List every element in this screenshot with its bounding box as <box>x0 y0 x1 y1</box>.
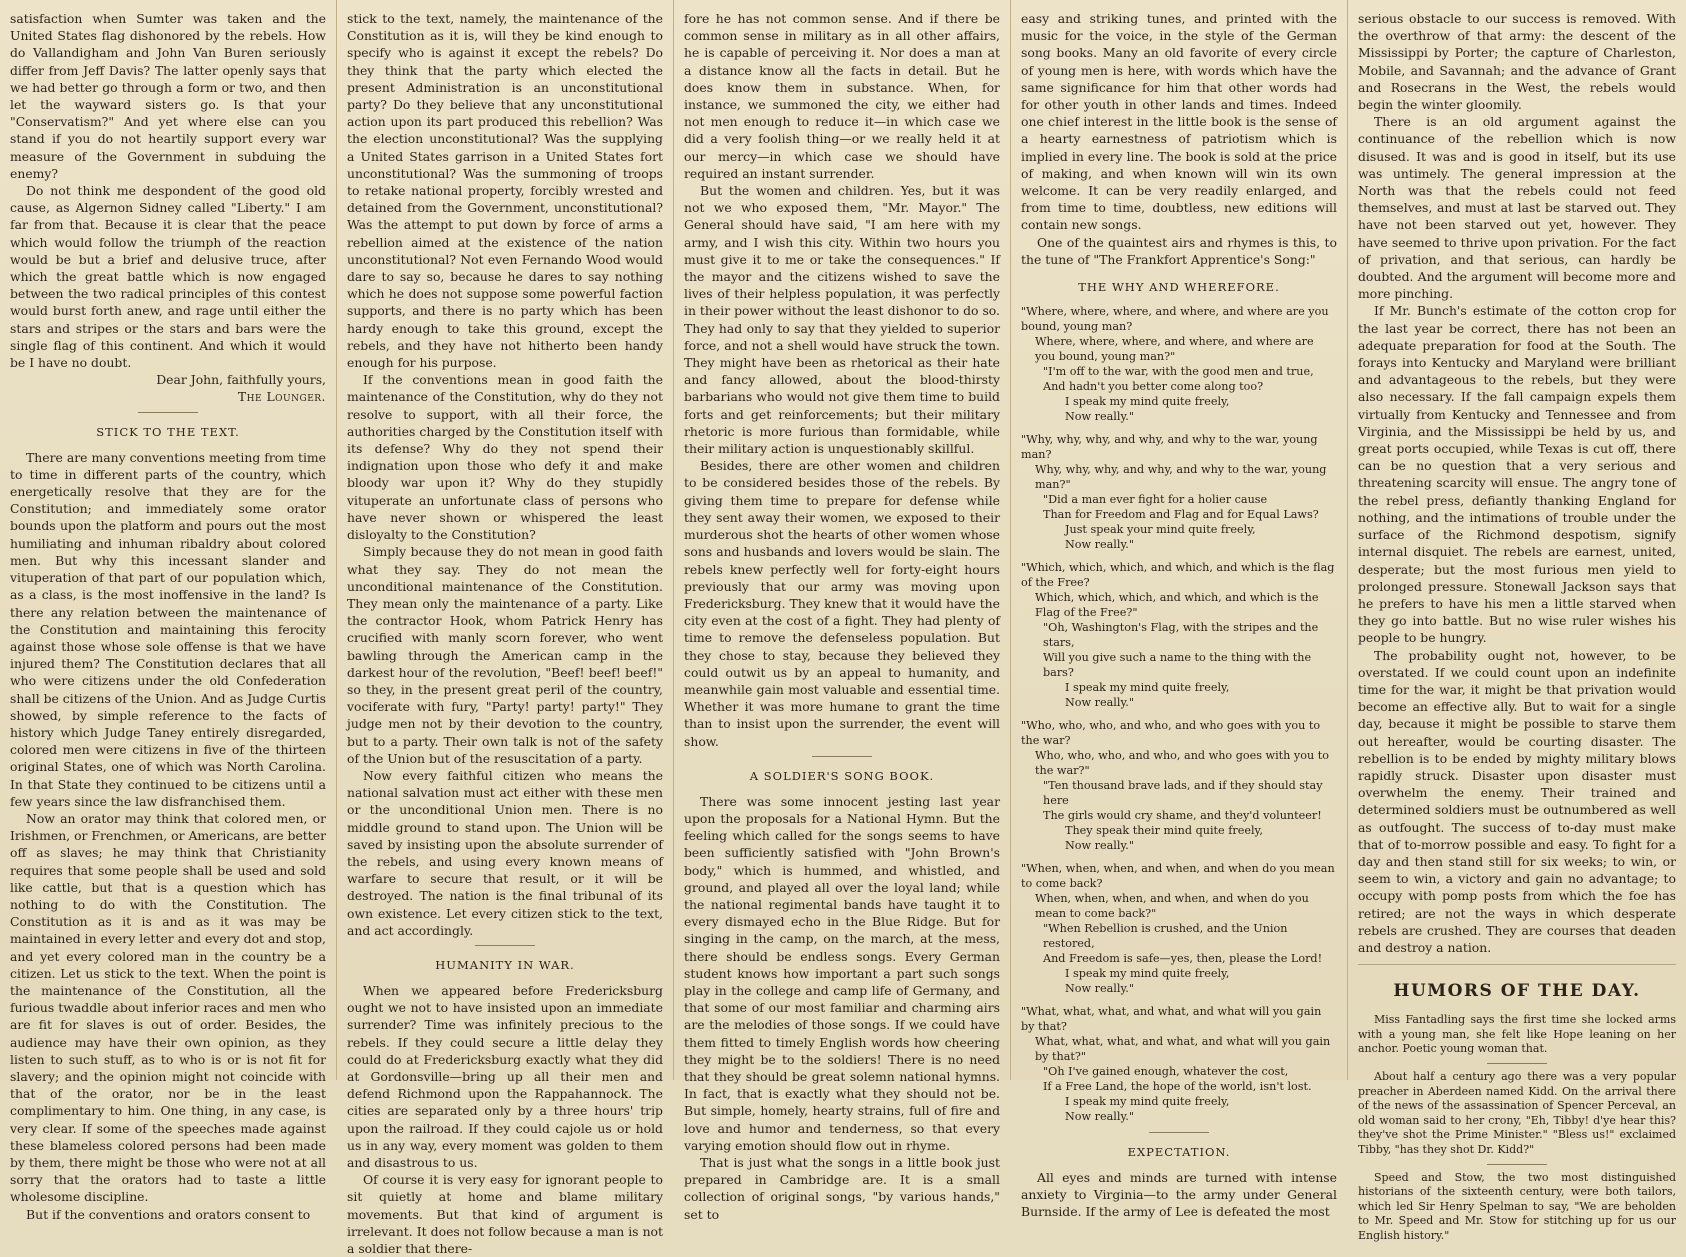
paragraph: stick to the text, namely, the maintenance of the Constitution as it is, will they be kind enough to specify who is against it except the rebels? Do they think that the party which elected the present Administration is an unconstitutional party? Do they believe that any unconstitutional action upon its part produced this rebellion? Was the election unconstitutional? Was the supplying a United States garrison in a United States fort unconstitutional? Was the summoning of troops to retake national property, forcibly wrested and detained from the Government, unconstitutional? Was the attempt to put down by force of arms a rebellion aimed at the existence of the nation unconstitutional? Not even Fernando Wood would dare to say so, because he dares to say nothing which he does not suppose some powerful faction supports, and there is no party which has been hardy enough to take this ground, except the rebels, and they have not hitherto been handy enough for his purpose. <box>347 11 663 371</box>
poem-line: "Oh I've gained enough, whatever the cost, <box>1043 1065 1289 1079</box>
divider <box>1487 1164 1547 1165</box>
letter-signature: The Lounger. <box>237 389 326 405</box>
column-4 <box>1011 0 1348 1220</box>
poem-line: "I'm off to the war, with the good men and true, <box>1043 365 1314 379</box>
column-2 <box>337 0 674 1257</box>
poem-line: "When Rebellion is crushed, and the Union restored, <box>1043 922 1288 951</box>
poem-line: When, when, when, and when, and when do you mean to come back?" <box>1035 892 1309 921</box>
column-5 <box>1348 0 1686 1242</box>
poem-line: "Ten thousand brave lads, and if they should stay here <box>1043 779 1323 808</box>
paragraph: serious obstacle to our success is removed. With the overthrow of that army: the descent of the Mississippi by Porter; the capture of Charleston, Mobile, and Savannah; and the advance of Grant and Rosecrans in the West, the rebels would begin the winter gloomily. <box>1358 11 1676 113</box>
divider <box>475 945 535 946</box>
poem-line: Now really." <box>1065 696 1134 710</box>
poem-stanza <box>1021 718 1337 853</box>
poem-line: Just speak your mind quite freely, <box>1065 523 1256 537</box>
poem-line: "Did a man ever fight for a holier cause <box>1043 493 1268 507</box>
poem-line: And Freedom is safe—yes, then, please the Lord! <box>1043 952 1323 966</box>
poem-line: I speak my mind quite freely, <box>1065 681 1230 695</box>
poem-line: I speak my mind quite freely, <box>1065 967 1230 981</box>
poem-line: "When, when, when, and when, and when do you mean to come back? <box>1021 862 1335 891</box>
poem-verses <box>1021 304 1337 1124</box>
poem-line: Now really." <box>1065 538 1134 552</box>
poem-line: What, what, what, and what, and what will you gain by that?" <box>1035 1035 1331 1064</box>
poem-title: THE WHY AND WHEREFORE. <box>1078 280 1280 295</box>
poem-line: The girls would cry shame, and they'd volunteer! <box>1043 809 1322 823</box>
poem-line: I speak my mind quite freely, <box>1065 1095 1230 1109</box>
humor-item: About half a century ago there was a very popular preacher in Aberdeen named Kidd. On the arrival there of the news of the assassination of Spencer Perceval, an old woman said to her crony, "Eh, Tibby! d'ye hear this? they've shot the Prime Minister." "Bless us!" exclaimed Tibby, "has they shot Dr. Kidd?" <box>1358 1069 1676 1156</box>
section-heading: EXPECTATION. <box>1127 1145 1231 1160</box>
paragraph: That is just what the songs in a little book just prepared in Cambridge are. It is a small collection of original songs, "by various hands," set to <box>684 1155 1000 1222</box>
divider <box>1149 1132 1209 1133</box>
paragraph: When we appeared before Fredericksburg ought we not to have insisted upon an immediate surrender? Time was infinitely precious to the rebels. If they could secure a little delay they could do at Fredericksburg exactly what they did at Gordonsville—bring up all their men and defend Richmond upon the Rappahannock. The cities are separated only by a three hours' trip upon the railroad. If they could cajole us or hold us in any way, every moment was golden to them and disastrous to us. <box>347 982 663 1170</box>
humor-item: Miss Fantadling says the first time she locked arms with a young man, she felt like Hope leaning on her anchor. Poetic young woman that. <box>1358 1013 1676 1056</box>
paragraph: Simply because they do not mean in good faith what they say. They do not mean the unconditional maintenance of the Constitution. They mean only the maintenance of a party. Like the contractor Hook, whom Patrick Henry has crucified with manly scorn forever, who went bawling through the American camp in the darkest hour of the revolution, "Beef! beef! beef!" so they, in the present great peril of the country, vociferate with fury, "Party! party! party!" They judge men not by their devotion to the country, but to a party. Their own talk is not of the safety of the Union but of the resuscitation of a party. <box>347 544 663 766</box>
poem-line: Now really." <box>1065 982 1134 996</box>
divider <box>138 412 198 413</box>
poem-line: "Where, where, where, and where, and where are you bound, young man? <box>1021 305 1329 334</box>
paragraph: But if the conventions and orators consent to <box>26 1206 311 1222</box>
poem-line: "What, what, what, and what, and what will you gain by that? <box>1021 1005 1322 1034</box>
paragraph: But the women and children. Yes, but it was not we who exposed them, "Mr. Mayor." The General should have said, "I am here with my army, and I wish this city. Within two hours you must give it to me or take the consequences." If the mayor and the citizens wished to save the lives of their helpless population, it was perfectly in their power without the least dishonor to do so. They had only to say that they yielded to superior force, and not a shell would have struck the town. They might have been as rhetorical as their hate and fancy allowed, about the blood-thirsty barbarians who would not give them time to build forts and get reinforcements; but their military rhetoric is more furious than formidable, while their military action is unquestionably skillful. <box>684 183 1000 457</box>
poem-stanza <box>1021 432 1337 552</box>
poem-line: I speak my mind quite freely, <box>1065 395 1230 409</box>
paragraph: Now every faithful citizen who means the national salvation must act either with these men or the unconditional Union men. There is no middle ground to stand upon. The Union will be saved by insisting upon the absolute surrender of the rebels, and using every known means of warfare to secure that result, or it will be destroyed. The nation is the final tribunal of its own existence. Let every citizen stick to the text, and act accordingly. <box>347 767 663 938</box>
divider <box>1358 964 1676 965</box>
poem-line: Will you give such a name to the thing with the bars? <box>1043 651 1312 680</box>
poem-line: Who, who, who, and who, and who goes with you to the war?" <box>1035 749 1329 778</box>
poem-line: "Which, which, which, and which, and which is the flag of the Free? <box>1021 561 1335 590</box>
paragraph: There are many conventions meeting from time to time in different parts of the country, which energetically resolve that they are for the Constitution; and immediately some orator bounds upon the platform and pours out the most humiliating and inhuman ribaldry about colored men. But why this incessant slander and vituperation of that part of our population which, as a class, is the most inoffensive in the land? Is there any relation between the maintenance of the Constitution and maintaining this ferocity against those whose sole offense is that we have injured them? The Constitution declares that all who were citizens under the old Confederation shall be citizens of the Union. And as Judge Curtis showed, by simple reference to the facts of history which Judge Taney entirely disregarded, colored men were citizens in five of the thirteen original States, one of which was North Carolina. In that State they continued to be citizens until a few years since the law disfranchised them. <box>10 449 326 809</box>
poem-line: Why, why, why, and why, and why to the war, young man?" <box>1035 463 1327 492</box>
poem-line: "Why, why, why, and why, and why to the war, young man? <box>1021 433 1318 462</box>
poem-line: Which, which, which, and which, and which is the Flag of the Free?" <box>1035 591 1319 620</box>
poem-line: Now really." <box>1065 1110 1134 1124</box>
poem-line: Where, where, where, and where, and where are you bound, young man?" <box>1035 335 1314 364</box>
paragraph: Do not think me despondent of the good old cause, as Algernon Sidney called "Liberty." I am far from that. Because it is clear that the peace which would follow the triumph of the reaction would be but a brief and delusive truce, after which the great battle which is now engaged between the two radical principles of this contest would burst forth anew, and rage until either the stars and stripes or the stars and bars were the single flag of this continent. And which it would be I have no doubt. <box>10 183 326 371</box>
poem-line: If a Free Land, the hope of the world, isn't lost. <box>1043 1080 1312 1094</box>
paragraph: easy and striking tunes, and printed with the music for the voice, in the style of the German song books. Many an old favorite of every circle of young men is here, with words which have the same significance for him that other words had for other youth in other lands and times. Indeed one chief interest in the little book is the sense of a hearty earnestness of patriotism which is implied in every line. The book is sold at the price of making, and when known will win its own welcome. It can be very readily enlarged, and from time to time, doubtless, new editions will contain new songs. <box>1021 11 1337 233</box>
column-3 <box>674 0 1011 1222</box>
humor-items <box>1358 1013 1676 1243</box>
poem-stanza <box>1021 560 1337 710</box>
section-heading: STICK TO THE TEXT. <box>96 424 240 439</box>
paragraph: If Mr. Bunch's estimate of the cotton crop for the last year be correct, there has not been an adequate preparation for food at the South. The forays into Kentucky and Maryland were brilliant and advantageous to the rebels, but they were also necessary. If the fall campaign expels them virtually from Kentucky and Tennessee and from Virginia, and the Mississippi be held by us, and great ports occupied, while Texas is cut off, there can be no question that a very serious and threatening scarcity will ensue. The angry tone of the rebel press, defiantly thanking England for nothing, and the intimations of trouble under the surface of the Richmond despotism, signify internal disquiet. The rebels are earnest, united, desperate; but the most furious men yield to prolonged pressure. Stonewall Jackson says that he prefers to have his men a little starved when they go into battle. But no wise ruler wishes his people to be hungry. <box>1358 303 1676 646</box>
paragraph: fore he has not common sense. And if there be common sense in military as in all other affairs, he is capable of perceiving it. Nor does a man at a distance know all the facts in detail. But he does know them in substance. When, for instance, we summoned the city, we either had not men enough to reduce it—in which case we did a very foolish thing—or we really held it at our mercy—in which case we should have required an instant surrender. <box>684 11 1000 181</box>
poem-line: "Who, who, who, and who, and who goes with you to the war? <box>1021 719 1321 748</box>
column-1 <box>0 0 337 1222</box>
paragraph: There is an old argument against the continuance of the rebellion which is now disused. It was and is good in itself, but its use was untimely. The general impression at the North was that the rebels could not feed themselves, and must at last be starved out. They have not been starved out yet, however. They have seemed to thrive upon privation. For the fact of privation, and that serious, can hardly be doubted. And the argument will become more and more pinching. <box>1358 114 1676 302</box>
divider <box>812 756 872 757</box>
humor-item: Speed and Stow, the two most distinguished historians of the sixteenth century, were both tailors, which led Sir Henry Spelman to say, "We are beholden to Mr. Speed and Mr. Stow for stitching up for us our English history." <box>1358 1170 1676 1242</box>
poem-stanza <box>1021 1004 1337 1124</box>
poem-line: Now really." <box>1065 839 1134 853</box>
poem-line: They speak their mind quite freely, <box>1065 824 1263 838</box>
paragraph: satisfaction when Sumter was taken and the United States flag dishonored by the rebels. How do Vallandigham and John Van Buren seriously differ from Jeff Davis? The latter openly says that we had better go through a form or two, and then let the wayward sisters go. Is that your "Conservatism?" And yet where else can you stand if you do not heartily support every war measure of the Government in subduing the enemy? <box>10 11 326 181</box>
section-heading: HUMANITY IN WAR. <box>435 957 575 972</box>
paragraph: Now an orator may think that colored men, or Irishmen, or Frenchmen, or Americans, are better off as slaves; he may think that Christianity requires that some people shall be used and sold like cattle, but that is a question which has nothing to do with the Constitution. The Constitution as it is and as it was may be maintained in every letter and every dot and stop, and yet every colored man in the country be a citizen. Let us stick to the text. When the point is the maintenance of the Constitution, all the furious twaddle about inferior races and men who are fit for slaves is out of order. Besides, the audience may have their own opinion, as they listen to such stuff, as to who is or is not fit for slavery; and the opinion might not coincide with that of the orator, nor be in the least complimentary to him. One thing, in any case, is very clear. If some of the speeches made against these blameless colored persons had been made by them, there might be those who were not at all sorry that the orators had to taste a little wholesome discipline. <box>10 810 326 1205</box>
paragraph: If the conventions mean in good faith the maintenance of the Constitution, why do they not resolve to support, with all their force, the authorities charged by the Constitution itself with its defense? Why do they not spend their indignation upon those who defy it and make bloody war upon it? Why do they stupidly vituperate an unfortunate class of persons who have never shown or whispered the least disloyalty to the Constitution? <box>347 372 663 543</box>
poem-line: Now really." <box>1065 410 1134 424</box>
poem-line: And hadn't you better come along too? <box>1043 380 1264 394</box>
section-heading: HUMORS OF THE DAY. <box>1393 981 1641 1002</box>
paragraph: The probability ought not, however, to be overstated. If we could count upon an indefinite time for the war, it might be that privation would become an effective ally. But to wait for a single day, because it might be possible to starve them out hereafter, would be courting disaster. The rebellion is to be ended by mighty military blows rapidly struck. Disaster upon disaster must overwhelm the enemy. Their trained and determined soldiers must be outnumbered as well as outfought. The success of to-day must make that of to-morrow possible and easy. To fight for a day and then stand still for six weeks; to win, or seem to win, a victory and gain no advantage; to occupy with pomp posts from which the foe has retired; are not the ways in which desperate rebels are crushed. They are courses that deaden and destroy a nation. <box>1358 647 1676 955</box>
paragraph: Besides, there are other women and children to be considered besides those of the rebels. By giving them time to prepare for defense while they sent away their women, we exposed to their murderous shot the hearts of other women whose sons and husbands and lovers would be slain. The rebels knew perfectly well for forty-eight hours previously that our army was moving upon Fredericksburg. They knew that it would have the city even at the cost of a fight. They had plenty of time to remove the defenseless population. But they chose to stay, because they believed they could outwit us by an appeal to humanity, and meanwhile gain most valuable and essential time. Whether it was more humane to grant the time than to insist upon the surrender, the event will show. <box>684 458 1000 749</box>
letter-closing: Dear John, faithfully yours, <box>156 372 326 388</box>
divider <box>1487 1063 1547 1064</box>
poem-line: Than for Freedom and Flag and for Equal Laws? <box>1043 508 1319 522</box>
paragraph: One of the quaintest airs and rhymes is this, to the tune of "The Frankfort Apprentice's Song:" <box>1021 234 1337 267</box>
poem-line: "Oh, Washington's Flag, with the stripes and the stars, <box>1043 621 1319 650</box>
paragraph: Of course it is very easy for ignorant people to sit quietly at home and blame military movements. But that kind of argument is irrelevant. It does not follow because a man is not a soldier that there- <box>347 1172 663 1257</box>
paragraph: All eyes and minds are turned with intense anxiety to Virginia—to the army under General Burnside. If the army of Lee is defeated the most <box>1021 1170 1337 1220</box>
poem-stanza <box>1021 861 1337 996</box>
poem-stanza <box>1021 304 1337 424</box>
section-heading: A SOLDIER'S SONG BOOK. <box>749 768 935 783</box>
paragraph: There was some innocent jesting last year upon the proposals for a National Hymn. But the feeling which called for the songs seems to have been sufficiently satisfied with "John Brown's body," which is hummed, and whistled, and ground, and played all over the loyal land; while the national regimental bands have taught it to every dismayed echo in the Blue Ridge. But for singing in the camp, on the march, at the mess, there should be endless songs. Every German student knows how important a part such songs play in the college and camp life of Germany, and that some of our most familiar and charming airs are the melodies of those songs. If we could have them fitted to timely English words how cheering they might be to the soldiers! There is no need that they should be great solemn national hymns. In fact, that is exactly what they should not be. But simple, homely, hearty strains, full of fire and love and humor and tenderness, so that every varying emotion should flow out in rhyme. <box>684 793 1000 1153</box>
